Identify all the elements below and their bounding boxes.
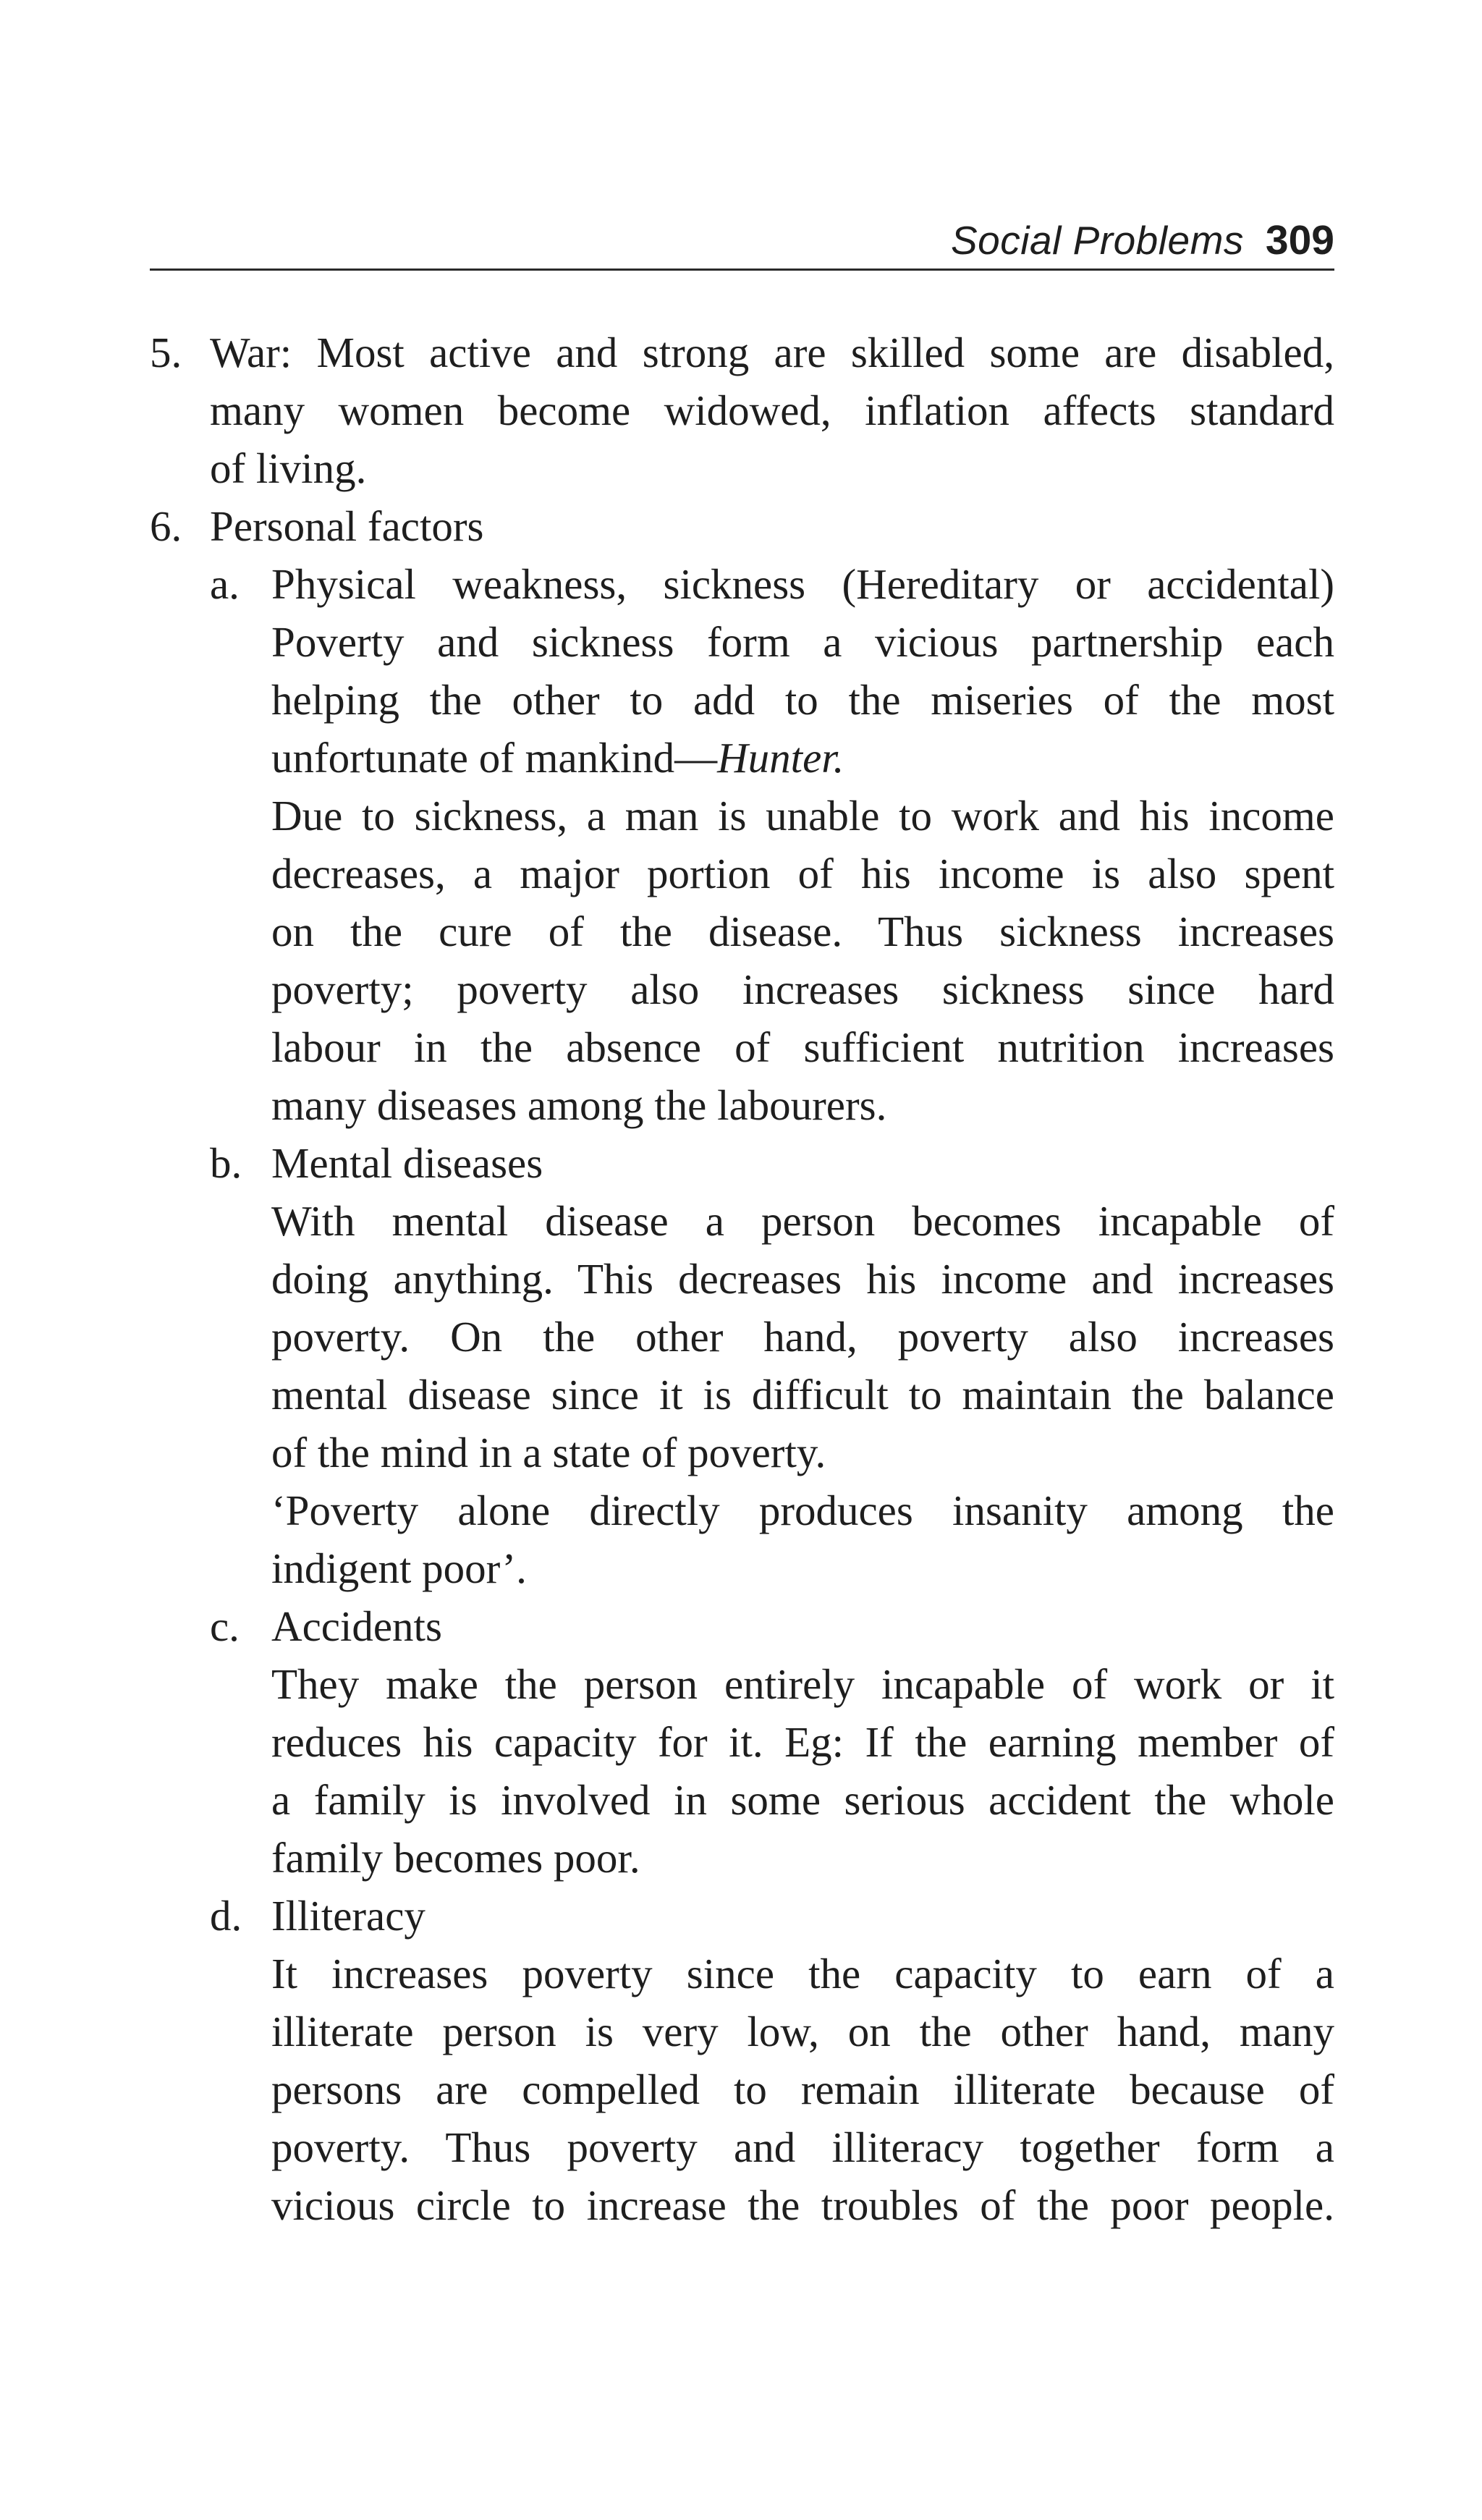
- paragraph-line: vicious circle to increase the troubles of the poor people.: [271, 2181, 1334, 2229]
- paragraph-line: Due to sickness, a man is unable to work and his income: [271, 792, 1334, 840]
- list-item-heading: Personal factors: [210, 502, 484, 550]
- paragraph-line: reduces his capacity for it. Eg: If the earning member of: [271, 1718, 1334, 1766]
- paragraph-line: many women become widowed, inflation affects standard: [210, 386, 1334, 434]
- paragraph-line: of living.: [210, 444, 367, 492]
- paragraph-line: poverty. On the other hand, poverty also increases: [271, 1313, 1334, 1361]
- paragraph-line: War: Most active and strong are skilled some are disabled,: [210, 329, 1334, 376]
- quotation-line-last: [271, 729, 844, 787]
- quotation-author: Hunter.: [717, 734, 844, 782]
- paragraph-line: a family is involved in some serious accident the whole: [271, 1776, 1334, 1824]
- running-header-title: Social Problems: [951, 217, 1244, 263]
- paragraph-line: mental disease since it is difficult to maintain the balance: [271, 1371, 1334, 1418]
- paragraph-line: persons are compelled to remain illiterate because of: [271, 2066, 1334, 2113]
- paragraph-line: With mental disease a person becomes incapable of: [271, 1197, 1334, 1245]
- quotation-line: helping the other to add to the miseries of the most: [271, 676, 1334, 724]
- list-marker: 5.: [150, 329, 182, 376]
- quotation-text: unfortunate of mankind—: [271, 734, 718, 782]
- sub-list-marker: a.: [210, 560, 240, 608]
- paragraph-line: illiterate person is very low, on the other hand, many: [271, 2008, 1334, 2055]
- paragraph-line: on the cure of the disease. Thus sickness increases: [271, 908, 1334, 955]
- paragraph-line: many diseases among the labourers.: [271, 1081, 887, 1129]
- quotation-line: ‘Poverty alone directly produces insanity among the: [271, 1487, 1334, 1534]
- sub-item-heading: Accidents: [271, 1602, 442, 1650]
- paragraph-line: labour in the absence of sufficient nutrition increases: [271, 1023, 1334, 1071]
- sub-list-marker: b.: [210, 1139, 242, 1187]
- running-header: [150, 211, 1334, 271]
- page-number: 309: [1265, 216, 1334, 263]
- paragraph-line: doing anything. This decreases his income and increases: [271, 1255, 1334, 1303]
- paragraph-line: of the mind in a state of poverty.: [271, 1429, 826, 1476]
- paragraph-line: poverty; poverty also increases sickness since hard: [271, 965, 1334, 1013]
- sub-list-marker: d.: [210, 1892, 242, 1940]
- sub-item-heading: Physical weakness, sickness (Hereditary or accidental): [271, 560, 1334, 608]
- sub-item-heading: Illiteracy: [271, 1892, 425, 1940]
- quotation-line: indigent poor’.: [271, 1544, 527, 1592]
- sub-item-heading: Mental diseases: [271, 1139, 543, 1187]
- paragraph-line: family becomes poor.: [271, 1834, 640, 1882]
- quotation-line: Poverty and sickness form a vicious partnership each: [271, 618, 1334, 666]
- paragraph-line: They make the person entirely incapable of work or it: [271, 1660, 1334, 1708]
- sub-list-marker: c.: [210, 1602, 240, 1650]
- paragraph-line: poverty. Thus poverty and illiteracy together form a: [271, 2123, 1334, 2171]
- list-marker: 6.: [150, 502, 182, 550]
- paragraph-line: It increases poverty since the capacity to earn of a: [271, 1950, 1334, 1997]
- paragraph-line: decreases, a major portion of his income is also spent: [271, 850, 1334, 897]
